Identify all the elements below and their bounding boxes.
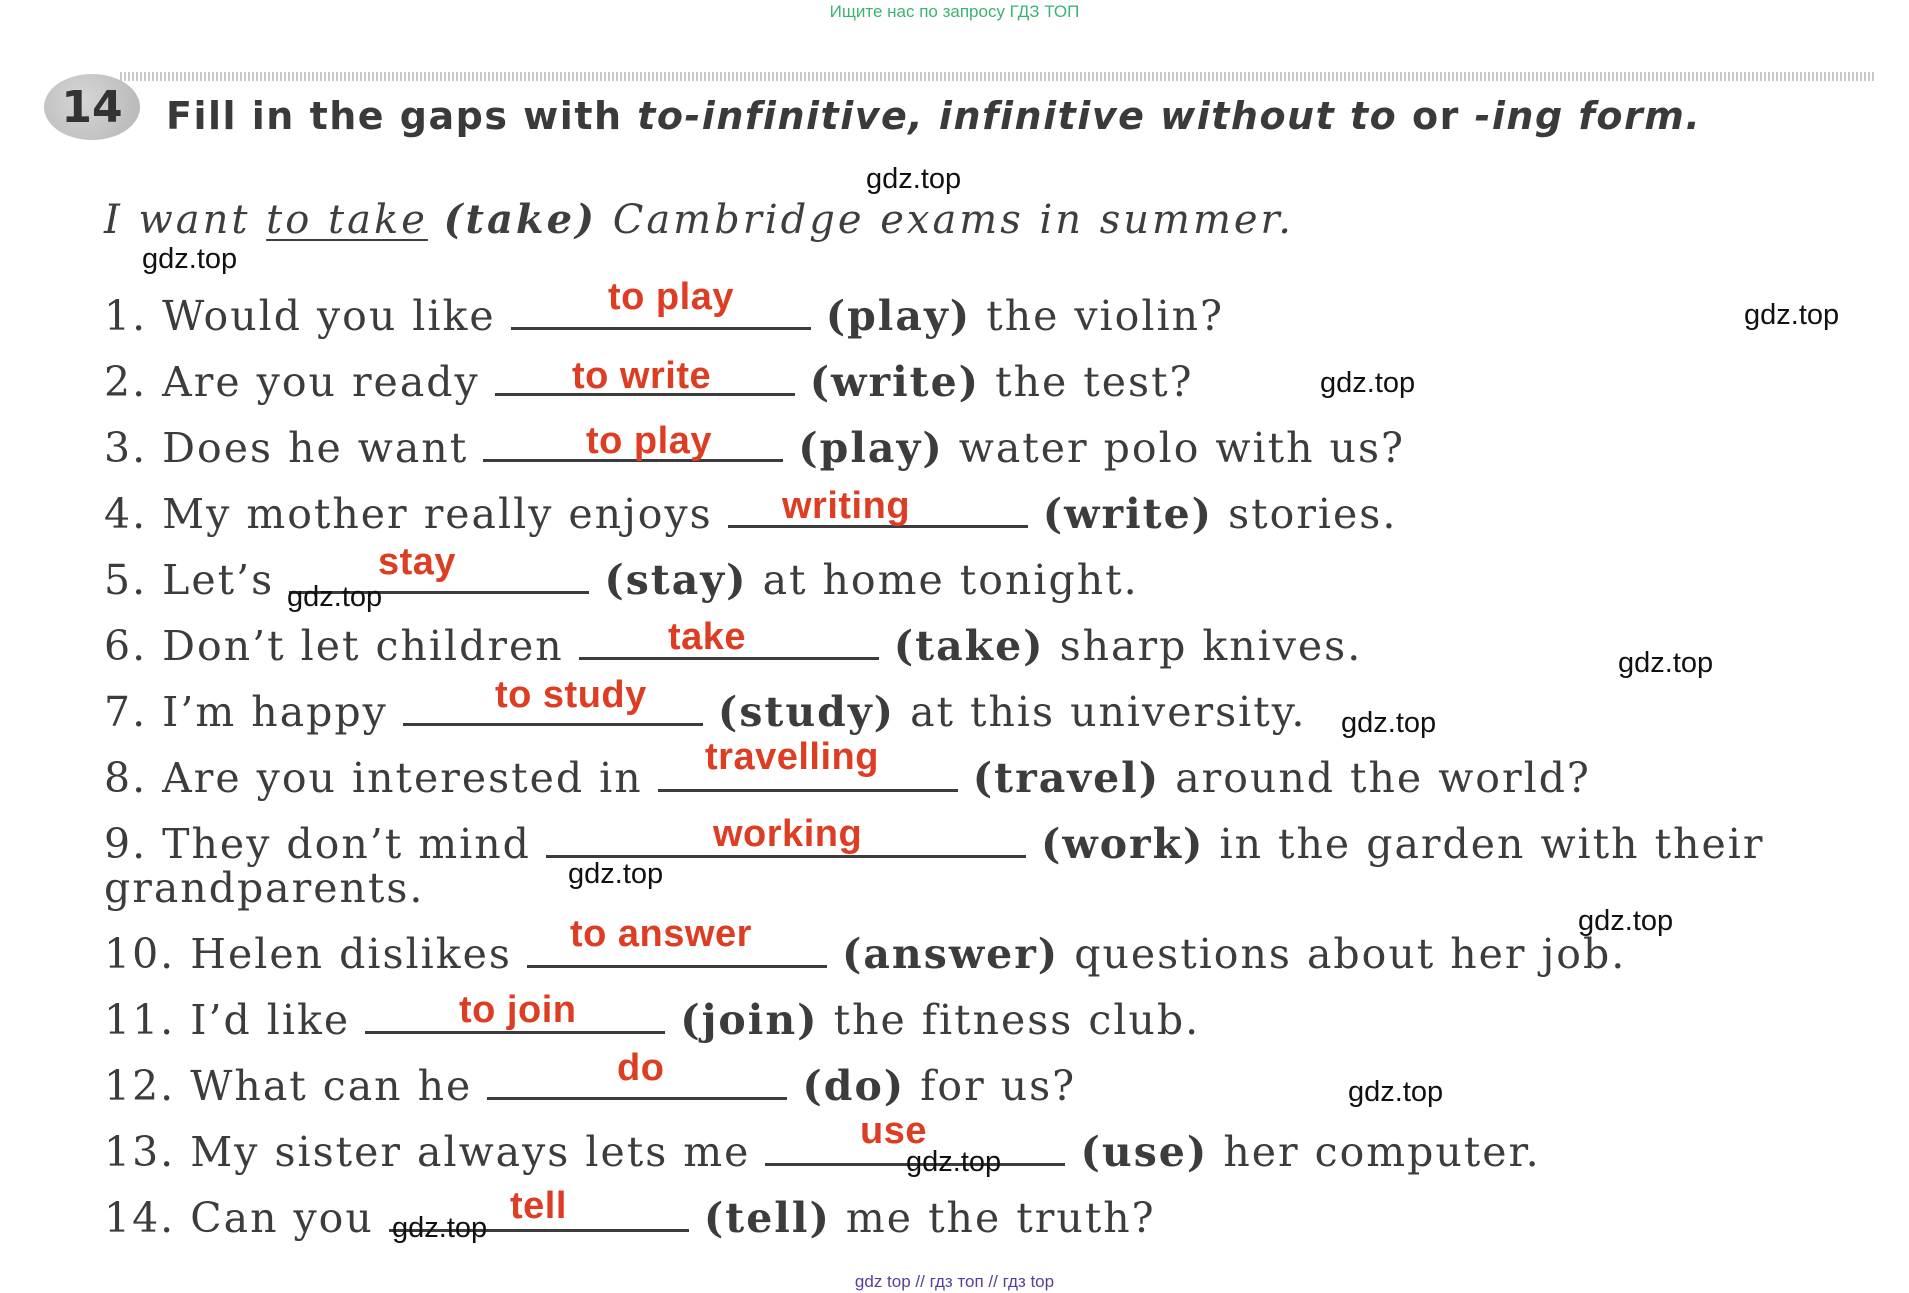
- answer-2: to write: [572, 355, 712, 397]
- watermark: gdz.top: [1618, 647, 1714, 679]
- watermark: gdz.top: [1578, 905, 1674, 937]
- answer-1: to play: [608, 276, 734, 318]
- exercise-number: 14: [61, 81, 123, 133]
- exercise-instruction: [166, 94, 1701, 138]
- instruction-italic: to-infinitive, infinitive without to: [637, 94, 1398, 138]
- exercise-item-9: 9. They don’t mind (work) in the garden with their: [104, 820, 1765, 868]
- exercise-item-4: 4. My mother really enjoys (write) stories.: [104, 490, 1398, 538]
- instruction-italic-ing: -ing form.: [1474, 94, 1702, 138]
- exercise-item-6: 6. Don’t let children (take) sharp knives.: [104, 622, 1363, 670]
- exercise-number-badge: [44, 74, 140, 140]
- answer-8: travelling: [705, 736, 879, 778]
- answer-3: to play: [586, 420, 712, 462]
- exercise-item-10: 10. Helen dislikes (answer) questions about her job.: [104, 930, 1627, 978]
- watermark: gdz.top: [866, 163, 962, 195]
- watermark: gdz.top: [1341, 707, 1437, 739]
- header-rule: [120, 72, 1875, 81]
- answer-5: stay: [378, 541, 457, 583]
- answer-14: tell: [510, 1185, 567, 1227]
- watermark: gdz.top: [142, 243, 238, 275]
- example-answer: to take: [266, 197, 428, 243]
- example-verb: (take): [443, 196, 597, 243]
- exercise-item-2: 2. Are you ready (write) the test?: [104, 358, 1194, 406]
- exercise-item-3: 3. Does he want (play) water polo with us?: [104, 424, 1405, 472]
- answer-12: do: [617, 1047, 665, 1089]
- answer-7: to study: [495, 674, 647, 716]
- example-before: I want: [104, 197, 267, 243]
- exercise-item-12: 12. What can he (do) for us?: [104, 1062, 1077, 1110]
- instruction-text-or: or: [1397, 94, 1475, 138]
- footer-note: gdz top // гдз топ // гдз top: [854, 1272, 1055, 1291]
- watermark: gdz.top: [568, 858, 664, 890]
- watermark: gdz.top: [906, 1146, 1002, 1178]
- exercise-item-5: 5. Let’s (stay) at home tonight.: [104, 556, 1139, 604]
- header-note: Ищите нас по запросу ГДЗ ТОП: [829, 2, 1080, 21]
- exercise-item-14: 14. Can you (tell) me the truth?: [104, 1194, 1156, 1242]
- answer-11: to join: [459, 989, 577, 1031]
- answer-13: use: [860, 1110, 927, 1152]
- watermark: gdz.top: [1744, 299, 1840, 331]
- exercise-item-7: 7. I’m happy (study) at this university.: [104, 688, 1307, 736]
- instruction-text: Fill in the gaps with: [166, 94, 638, 138]
- exercise-item-11: 11. I’d like (join) the fitness club.: [104, 996, 1201, 1044]
- exercise-item-8: 8. Are you interested in (travel) around the world?: [104, 754, 1591, 802]
- answer-10: to answer: [570, 913, 752, 955]
- watermark: gdz.top: [1320, 367, 1416, 399]
- watermark: gdz.top: [287, 581, 383, 613]
- watermark: gdz.top: [392, 1212, 488, 1244]
- exercise-item-9-continuation: grandparents.: [104, 864, 425, 912]
- example-after: Cambridge exams in summer.: [597, 197, 1294, 243]
- answer-4: writing: [782, 485, 911, 527]
- exercise-item-1: 1. Would you like (play) the violin?: [104, 292, 1224, 340]
- exercise-item-13: 13. My sister always lets me (use) her computer.: [104, 1128, 1541, 1176]
- answer-9: working: [713, 813, 863, 855]
- example-sentence: [104, 196, 1294, 243]
- answer-6: take: [668, 616, 747, 658]
- watermark: gdz.top: [1348, 1076, 1444, 1108]
